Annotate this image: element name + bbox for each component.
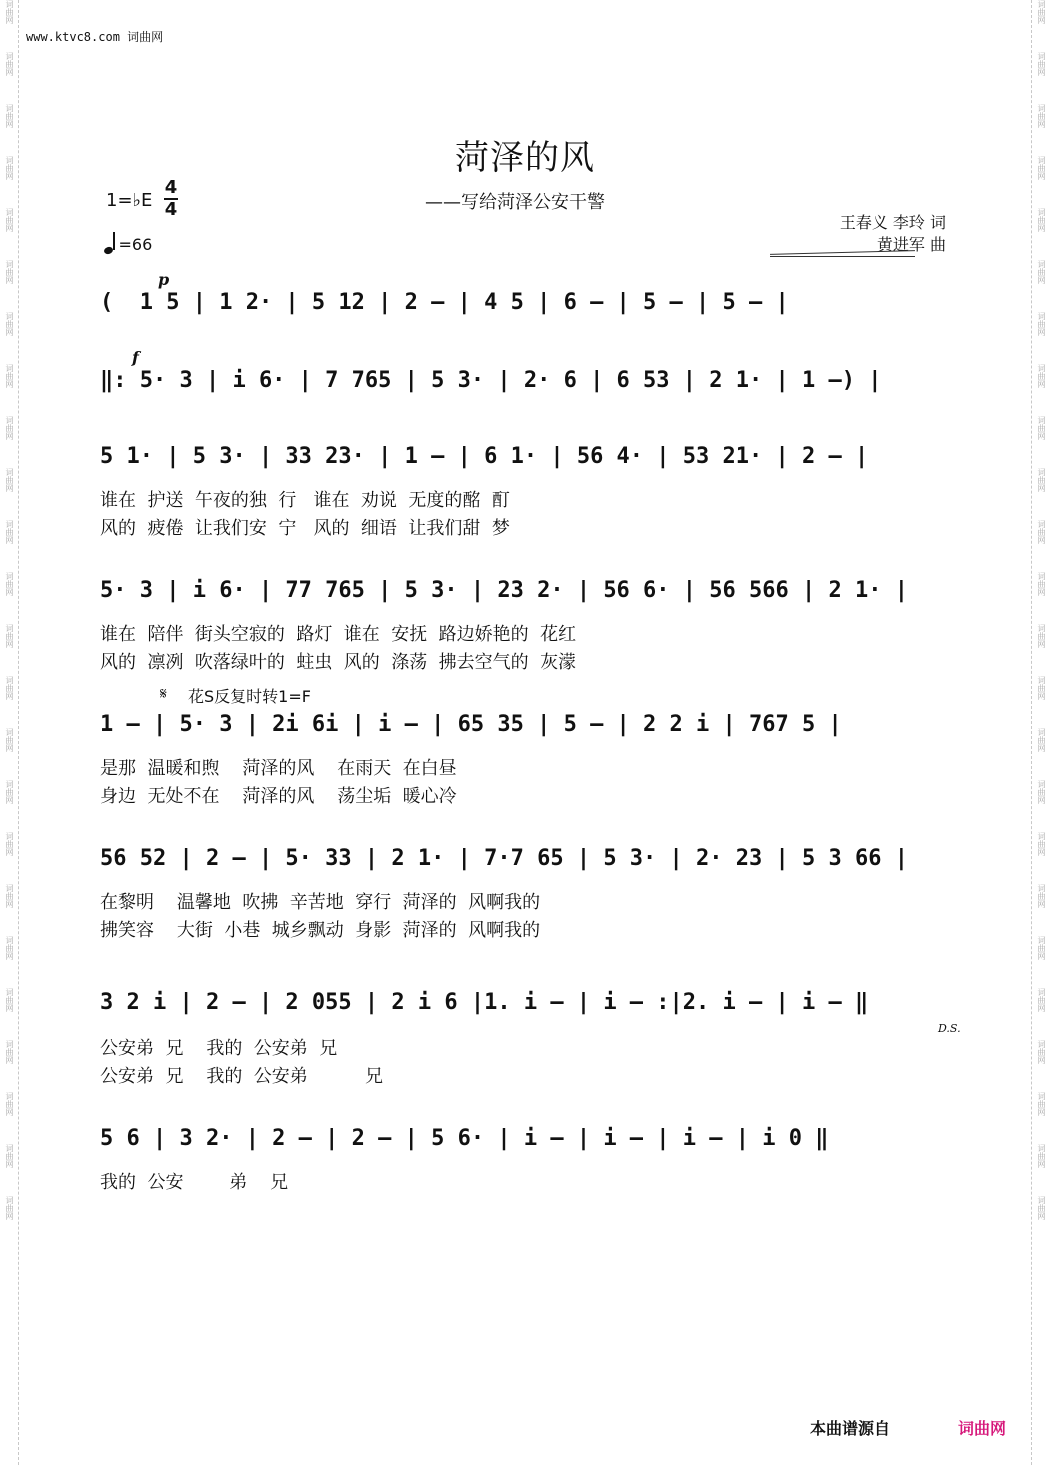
song-subtitle: ——写给菏泽公安干警 <box>425 192 605 213</box>
side-watermark-text: 词曲网 <box>5 780 14 804</box>
side-watermark-text: 词曲网 <box>5 1092 14 1116</box>
side-watermark-text: 词曲网 <box>1037 52 1046 76</box>
side-watermark-text: 词曲网 <box>1037 104 1046 128</box>
side-watermark-text: 词曲网 <box>1037 416 1046 440</box>
time-signature <box>164 178 178 220</box>
tempo-value: =66 <box>118 235 153 254</box>
tempo-marking <box>104 232 152 254</box>
footer-source: 本曲谱源自 <box>810 1419 891 1438</box>
lyrics-verse-2: 风的 凛冽 吹落绿叶的 蛀虫 风的 涤荡 拂去空气的 灰濛 <box>100 652 577 673</box>
side-watermark-text: 词曲网 <box>5 832 14 856</box>
side-watermark-text: 词曲网 <box>5 676 14 700</box>
side-watermark-text: 词曲网 <box>5 624 14 648</box>
side-watermark-text: 词曲网 <box>5 936 14 960</box>
side-watermark-text: 词曲网 <box>5 1196 14 1220</box>
time-bottom: 4 <box>164 199 178 220</box>
lyrics-verse-1: 谁在 陪伴 街头空寂的 路灯 谁在 安抚 路边娇艳的 花红 <box>100 624 577 645</box>
note-stem-icon <box>113 232 115 250</box>
side-watermark-text: 词曲网 <box>5 520 14 544</box>
lyricist: 王春义 李玲 词 <box>839 213 946 232</box>
side-watermark-text: 词曲网 <box>5 364 14 388</box>
side-watermark-text: 词曲网 <box>1037 260 1046 284</box>
song-title: 菏泽的风 <box>455 138 595 178</box>
system-notes: 56 52 | 2 – | 5· 33 | 2 1· | 7·7 65 | 5 3· | 2· 23 | 5 3 66 | <box>100 846 908 871</box>
side-watermark-text: 词曲网 <box>1037 156 1046 180</box>
side-watermark-text: 词曲网 <box>1037 676 1046 700</box>
segno-icon: 𝄋 <box>160 684 167 703</box>
side-watermark-text: 词曲网 <box>1037 884 1046 908</box>
side-watermark-text: 词曲网 <box>1037 520 1046 544</box>
lyrics-verse-1: 公安弟 兄 我的 公安弟 兄 <box>100 1038 338 1059</box>
score-system-6 <box>0 846 1050 946</box>
side-watermark-text: 词曲网 <box>1037 468 1046 492</box>
repeat-key-change-note: 花S反复时转1=F <box>188 687 311 706</box>
side-watermark-text: 词曲网 <box>1037 780 1046 804</box>
lyrics-verse-1: 是那 温暖和煦 菏泽的风 在雨天 在白昼 <box>100 758 457 779</box>
side-watermark-text: 词曲网 <box>5 312 14 336</box>
side-watermark-text: 词曲网 <box>5 988 14 1012</box>
system-notes: 1 – | 5· 3 | 2i 6i | i – | 65 35 | 5 – | 2 2 i | 767 5 | <box>100 712 842 737</box>
side-watermark-text: 词曲网 <box>5 104 14 128</box>
site-watermark: www.ktvc8.com 词曲网 <box>26 30 164 44</box>
side-watermark-text: 词曲网 <box>5 0 14 24</box>
side-watermark-text: 词曲网 <box>5 52 14 76</box>
lyrics-verse-1: 在黎明 温馨地 吹拂 辛苦地 穿行 菏泽的 风啊我的 <box>100 892 541 913</box>
side-watermark-text: 词曲网 <box>1037 1040 1046 1064</box>
credit-divider <box>770 256 915 259</box>
system-notes: 5 6 | 3 2· | 2 – | 2 – | 5 6· | i – | i – | i – | i 0 ‖ <box>100 1126 829 1151</box>
lyrics-verse-2: 风的 疲倦 让我们安 宁 风的 细语 让我们甜 梦 <box>100 518 510 539</box>
side-watermark-text: 词曲网 <box>1037 364 1046 388</box>
lyrics-verse-2: 身边 无处不在 菏泽的风 荡尘垢 暖心冷 <box>100 786 457 807</box>
time-top: 4 <box>164 177 178 198</box>
side-watermark-text: 词曲网 <box>5 416 14 440</box>
lyrics-verse-1: 我的 公安 弟 兄 <box>100 1172 289 1193</box>
side-watermark-text: 词曲网 <box>1037 312 1046 336</box>
score-system-7 <box>0 990 1050 1090</box>
score-system-5 <box>0 684 1050 814</box>
system-notes: 3 2 i | 2 – | 2 055 | 2 i 6 |1. i – | i – :|2. i – | i – ‖ <box>100 990 869 1015</box>
system-notes: 5· 3 | i 6· | 77 765 | 5 3· | 23 2· | 56 6· | 56 566 | 2 1· | <box>100 578 908 603</box>
dynamic-p: p <box>158 270 170 289</box>
dynamic-f: f <box>132 348 139 367</box>
score-system-2 <box>0 348 1050 418</box>
side-watermark-text: 词曲网 <box>1037 1144 1046 1168</box>
ds-marking: D.S. <box>938 1022 961 1035</box>
side-watermark-text: 词曲网 <box>5 1040 14 1064</box>
side-watermark-text: 词曲网 <box>1037 1196 1046 1220</box>
lyrics-verse-1: 谁在 护送 午夜的独 行 谁在 劝说 无度的酩 酊 <box>100 490 510 511</box>
side-watermark-text: 词曲网 <box>5 468 14 492</box>
side-watermark-text: 词曲网 <box>1037 208 1046 232</box>
side-watermark-text: 词曲网 <box>1037 1092 1046 1116</box>
key-signature: 1=♭E <box>106 190 153 211</box>
side-watermark-text: 词曲网 <box>1037 988 1046 1012</box>
side-watermark-text: 词曲网 <box>1037 572 1046 596</box>
side-watermark-text: 词曲网 <box>1037 624 1046 648</box>
side-watermark-text: 词曲网 <box>5 572 14 596</box>
footer-brand-link[interactable]: 词曲网 <box>958 1419 1007 1438</box>
side-watermark-text: 词曲网 <box>1037 728 1046 752</box>
side-watermark-text: 词曲网 <box>5 156 14 180</box>
lyrics-verse-2: 公安弟 兄 我的 公安弟 兄 <box>100 1066 383 1087</box>
score-system-3 <box>0 444 1050 544</box>
side-watermark-text: 词曲网 <box>1037 0 1046 24</box>
side-watermark-text: 词曲网 <box>5 1144 14 1168</box>
side-watermark-text: 词曲网 <box>5 208 14 232</box>
score-system-4 <box>0 578 1050 678</box>
side-watermark-text: 词曲网 <box>1037 936 1046 960</box>
credits <box>840 212 946 256</box>
lyrics-verse-2: 拂笑容 大街 小巷 城乡飘动 身影 菏泽的 风啊我的 <box>100 920 541 941</box>
system-notes: ( 1 5 | 1 2· | 5 12 | 2 – | 4 5 | 6 – | 5 – | 5 – | <box>100 290 789 315</box>
system-notes: ‖: 5· 3 | i 6· | 7 765 | 5 3· | 2· 6 | 6 53 | 2 1· | 1 –) | <box>100 368 882 393</box>
composer: 黄进军 曲 <box>876 235 946 254</box>
side-watermark-text: 词曲网 <box>1037 832 1046 856</box>
side-watermark-text: 词曲网 <box>5 884 14 908</box>
side-watermark-text: 词曲网 <box>5 260 14 284</box>
side-watermark-text: 词曲网 <box>5 728 14 752</box>
score-system-8 <box>0 1126 1050 1206</box>
system-notes: 5 1· | 5 3· | 33 23· | 1 – | 6 1· | 56 4· | 53 21· | 2 – | <box>100 444 869 469</box>
score-system-1 <box>0 270 1050 340</box>
